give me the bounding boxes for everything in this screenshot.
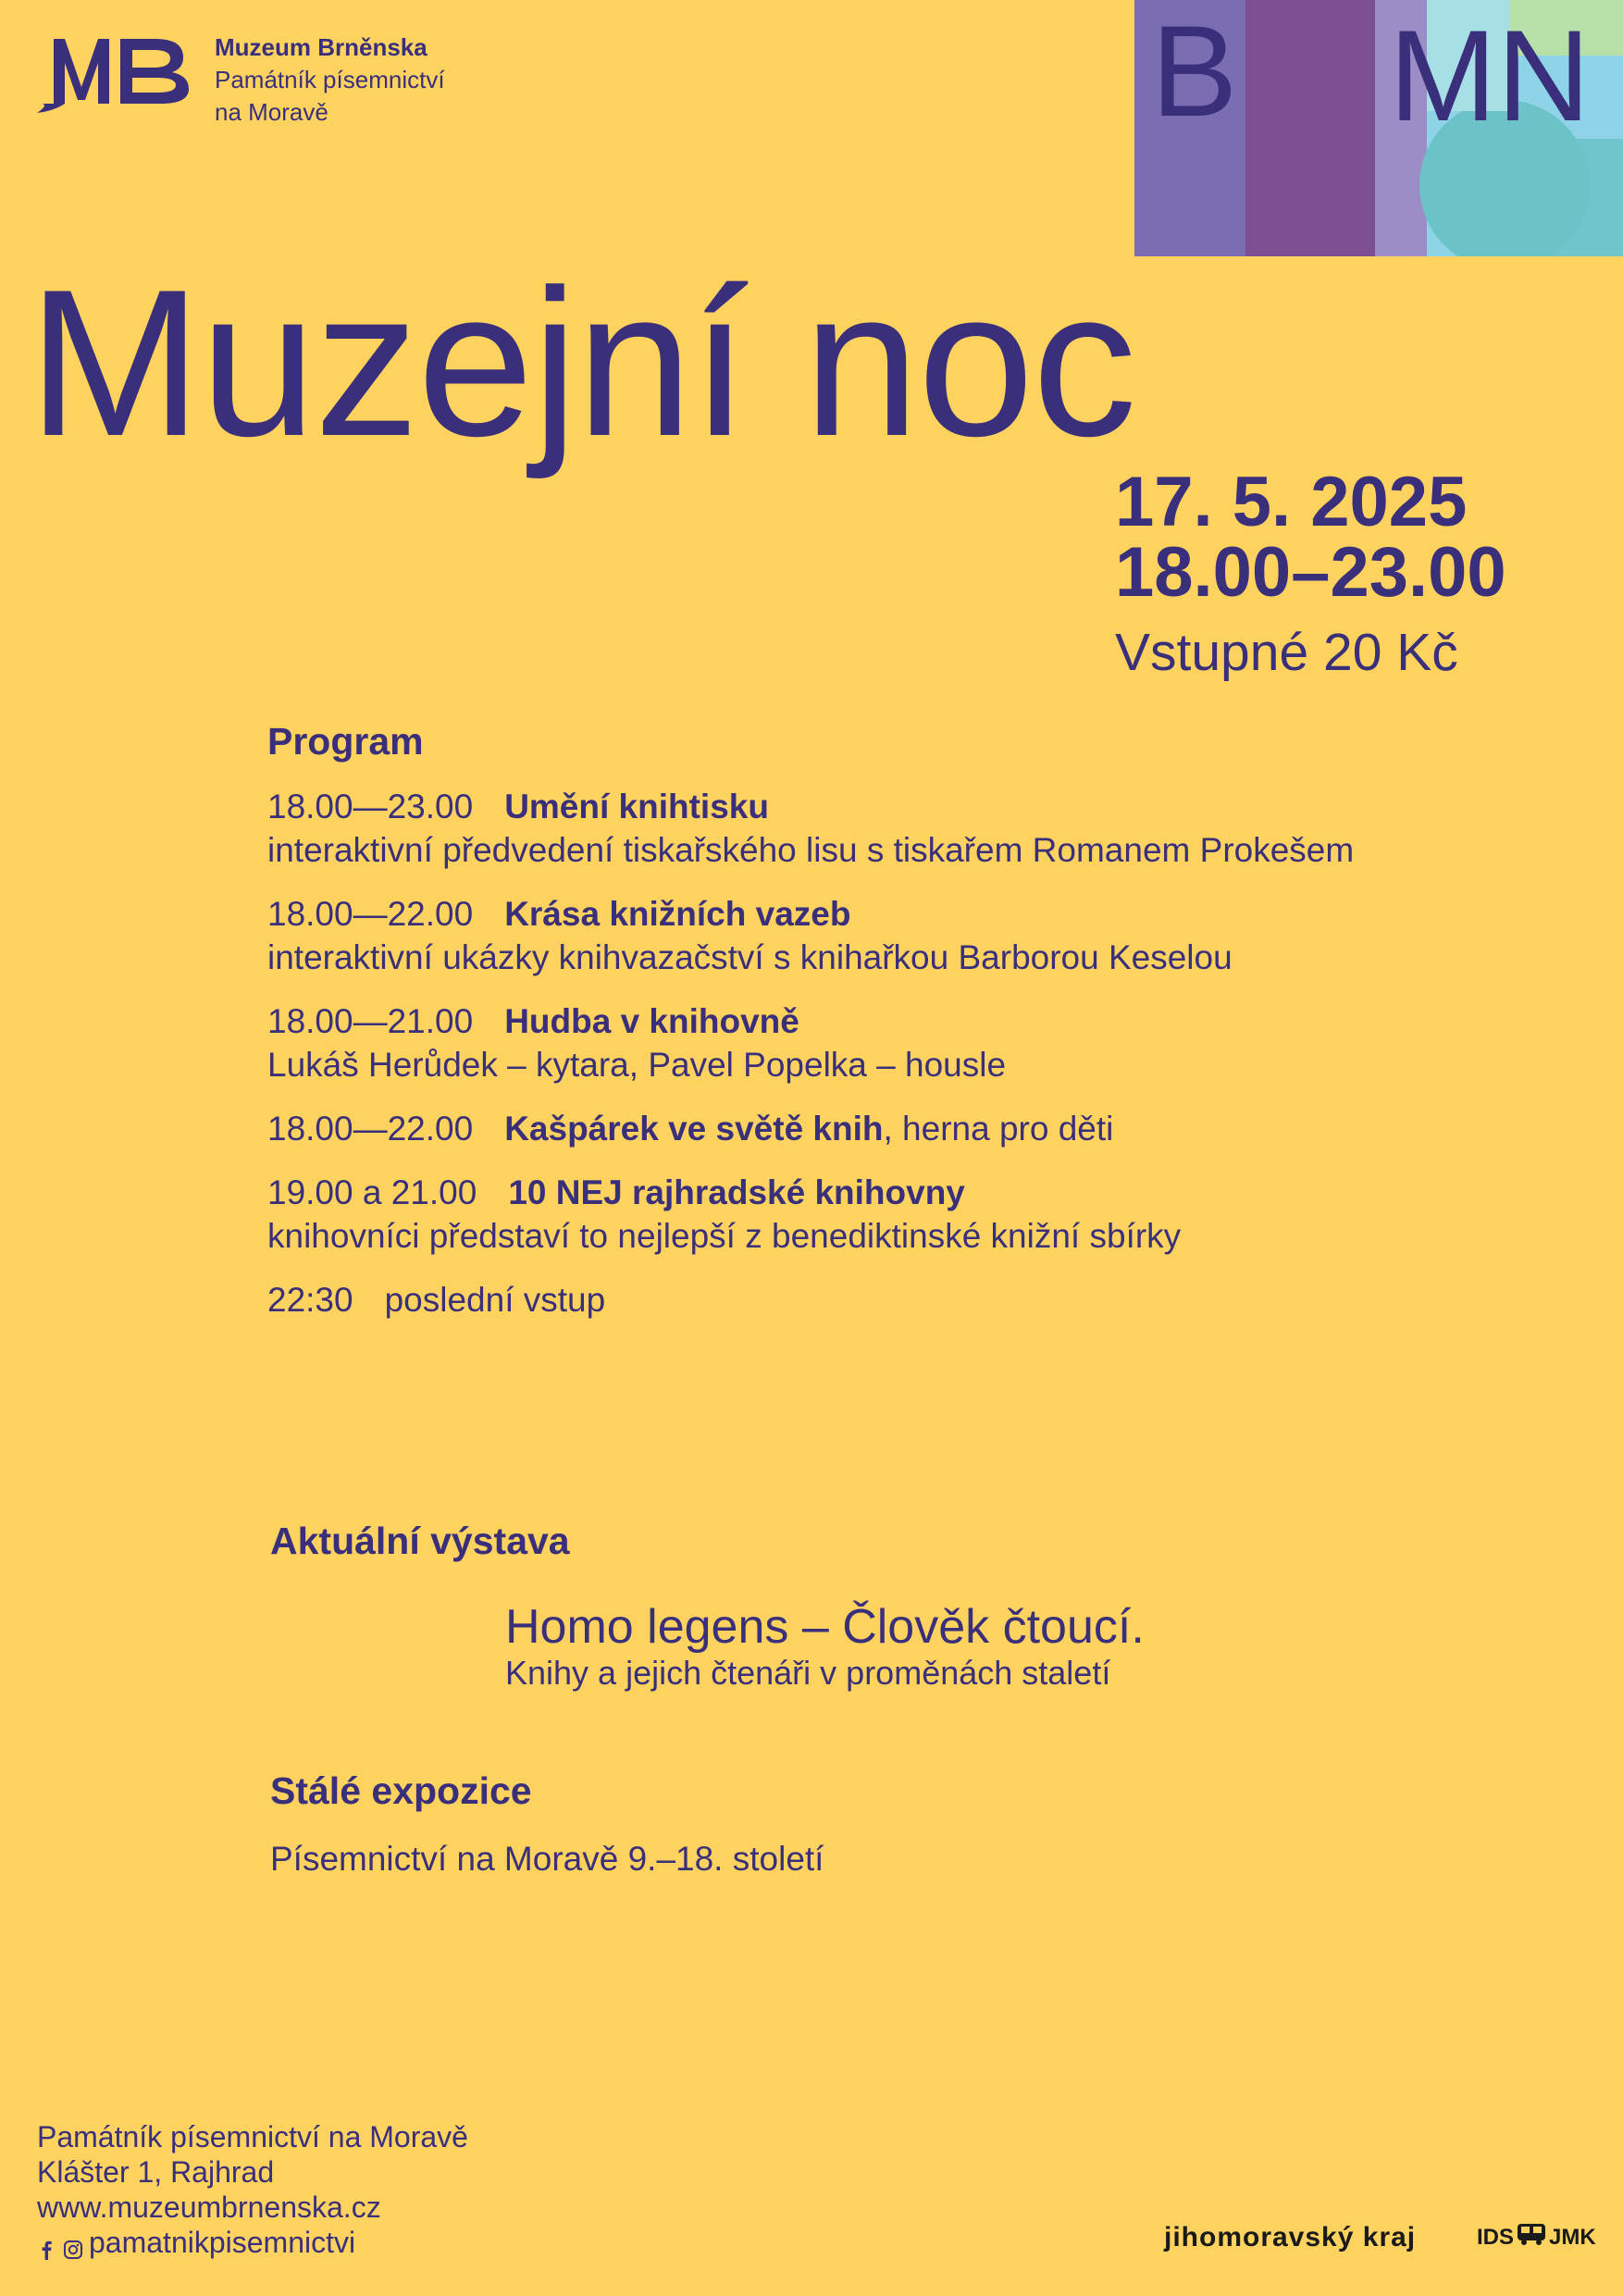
program-item bbox=[267, 1107, 1544, 1150]
program-section bbox=[267, 718, 1544, 1322]
ids-text: IDS bbox=[1477, 2224, 1515, 2250]
bmn-graphic bbox=[1134, 0, 1623, 256]
exhibition-title: Homo legens – Člověk čtoucí. bbox=[505, 1600, 1145, 1654]
footer-social bbox=[37, 2225, 468, 2260]
permanent-section bbox=[270, 1768, 1473, 1880]
program-heading: Program bbox=[267, 720, 424, 763]
footer-contact bbox=[37, 2119, 468, 2260]
org-line-3: na Moravě bbox=[215, 98, 328, 126]
instagram-icon[interactable] bbox=[63, 2232, 83, 2253]
program-item-title: Umění knihtisku bbox=[504, 788, 769, 825]
program-item-time: 18.00—23.00 bbox=[267, 788, 474, 825]
program-item-desc: knihovníci představí to nejlepší z benediktinské knižní sbírky bbox=[267, 1217, 1182, 1255]
program-item-title: Hudba v knihovně bbox=[504, 1002, 799, 1040]
social-handle[interactable]: pamatnikpisemnictvi bbox=[89, 2226, 356, 2259]
facebook-icon[interactable] bbox=[37, 2232, 57, 2253]
program-item-desc: interaktivní ukázky knihvazačství s knihařkou Barborou Keselou bbox=[267, 938, 1233, 976]
event-info bbox=[1115, 463, 1506, 682]
program-item-time: 18.00—22.00 bbox=[267, 1110, 474, 1148]
exhibition-section bbox=[270, 1518, 1473, 1694]
footer-website[interactable]: www.muzeumbrnenska.cz bbox=[37, 2191, 381, 2224]
bus-icon bbox=[1516, 2222, 1547, 2253]
exhibition-subtitle: Knihy a jejich čtenáři v proměnách staletí bbox=[505, 1654, 1111, 1692]
event-time: 18.00–23.00 bbox=[1115, 533, 1506, 612]
program-item bbox=[267, 999, 1544, 1086]
exhibition-heading: Aktuální výstava bbox=[270, 1520, 570, 1562]
program-item-title: Krása knižních vazeb bbox=[504, 895, 851, 933]
entry-fee: Vstupné 20 Kč bbox=[1115, 623, 1458, 682]
event-date: 17. 5. 2025 bbox=[1115, 463, 1468, 541]
program-item-time: 22:30 bbox=[267, 1281, 353, 1319]
program-item-desc: Lukáš Herůdek – kytara, Pavel Popelka – housle bbox=[267, 1046, 1007, 1084]
program-item-time: 19.00 a 21.00 bbox=[267, 1173, 477, 1211]
region-logo: jihomoravský kraj bbox=[1164, 2222, 1417, 2253]
org-line-1: Muzeum Brněnska bbox=[215, 33, 427, 61]
program-item-title: Kašpárek ve světě knih bbox=[504, 1110, 884, 1148]
jmk-text: JMK bbox=[1549, 2224, 1596, 2250]
program-item-suffix: , herna pro děti bbox=[883, 1110, 1114, 1148]
page-title: Muzejní noc bbox=[28, 245, 1135, 479]
program-item-title: 10 NEJ rajhradské knihovny bbox=[508, 1173, 965, 1211]
org-line-2: Památník písemnictví bbox=[215, 66, 445, 93]
museum-logo bbox=[35, 31, 202, 119]
bmn-letter-b: B bbox=[1151, 0, 1238, 143]
program-item bbox=[267, 785, 1544, 872]
permanent-item: Písemnictví na Moravě 9.–18. století bbox=[270, 1840, 824, 1878]
program-item-time: 18.00—21.00 bbox=[267, 1002, 474, 1040]
program-item-time: 18.00—22.00 bbox=[267, 895, 474, 933]
footer-address: Klášter 1, Rajhrad bbox=[37, 2155, 275, 2189]
footer-name: Památník písemnictví na Moravě bbox=[37, 2120, 468, 2153]
ids-jmk-logo bbox=[1477, 2222, 1596, 2253]
program-item-desc: interaktivní předvedení tiskařského lisu s tiskařem Romanem Prokešem bbox=[267, 831, 1355, 869]
permanent-heading: Stálé expozice bbox=[270, 1769, 532, 1812]
program-item bbox=[267, 1171, 1544, 1258]
program-item bbox=[267, 892, 1544, 979]
bmn-letters-mn: MN bbox=[1389, 3, 1591, 148]
program-item-plain: poslední vstup bbox=[384, 1281, 606, 1319]
organization-name bbox=[215, 31, 445, 129]
program-item bbox=[267, 1278, 1544, 1322]
